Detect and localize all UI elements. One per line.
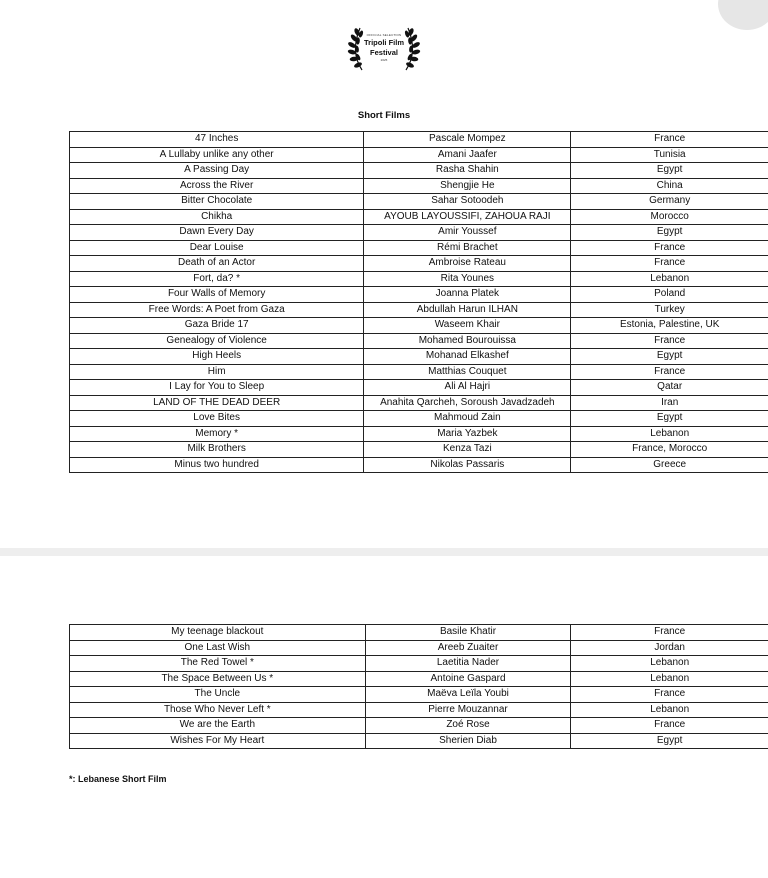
table-row <box>70 302 768 318</box>
country-cell: Jordan <box>571 640 768 656</box>
country-cell: Germany <box>571 194 768 210</box>
country-cell: France, Morocco <box>571 442 768 458</box>
country-cell: France <box>571 333 768 349</box>
table-row <box>70 318 768 334</box>
table-row <box>70 380 768 396</box>
director-cell: AYOUB LAYOUSSIFI, ZAHOUA RAJI <box>364 209 571 225</box>
country-cell: France <box>571 687 768 703</box>
table-row <box>70 147 768 163</box>
film-title-cell: Fort, da? * <box>70 271 364 287</box>
film-title-cell: The Red Towel * <box>70 656 366 672</box>
country-cell: Iran <box>571 395 768 411</box>
country-cell: Lebanon <box>571 271 768 287</box>
table-row <box>70 364 768 380</box>
director-cell: Sahar Sotoodeh <box>364 194 571 210</box>
table-row <box>70 395 768 411</box>
country-cell: China <box>571 178 768 194</box>
festival-laurel-logo <box>346 22 422 76</box>
table-row <box>70 702 768 718</box>
table-row <box>70 426 768 442</box>
table-row <box>70 194 768 210</box>
table-row <box>70 733 768 749</box>
director-cell: Maria Yazbek <box>364 426 571 442</box>
film-title-cell: Bitter Chocolate <box>70 194 364 210</box>
director-cell: Mahmoud Zain <box>364 411 571 427</box>
film-title-cell: Chikha <box>70 209 364 225</box>
table-row <box>70 442 768 458</box>
film-title-cell: A Passing Day <box>70 163 364 179</box>
country-cell: Turkey <box>571 302 768 318</box>
table-row <box>70 287 768 303</box>
table-row <box>70 178 768 194</box>
country-cell: France <box>571 718 768 734</box>
country-cell: Egypt <box>571 349 768 365</box>
table-row <box>70 163 768 179</box>
country-cell: Tunisia <box>571 147 768 163</box>
country-cell: Egypt <box>571 163 768 179</box>
director-cell: Rasha Shahin <box>364 163 571 179</box>
country-cell: Egypt <box>571 411 768 427</box>
logo-official-selection: OFFICIAL SELECTION <box>366 33 402 37</box>
country-cell: France <box>571 625 768 641</box>
country-cell: Lebanon <box>571 656 768 672</box>
country-cell: Estonia, Palestine, UK <box>571 318 768 334</box>
film-title-cell: The Uncle <box>70 687 366 703</box>
document-page-2 <box>0 556 768 878</box>
table-row <box>70 687 768 703</box>
table-row <box>70 656 768 672</box>
circle-overlay <box>718 0 768 30</box>
country-cell: Greece <box>571 457 768 473</box>
director-cell: Rita Younes <box>364 271 571 287</box>
country-cell: Lebanon <box>571 702 768 718</box>
director-cell: Basile Khatir <box>365 625 571 641</box>
country-cell: France <box>571 364 768 380</box>
film-title-cell: Minus two hundred <box>70 457 364 473</box>
film-title-cell: We are the Earth <box>70 718 366 734</box>
film-title-cell: One Last Wish <box>70 640 366 656</box>
film-title-cell: High Heels <box>70 349 364 365</box>
table-row <box>70 271 768 287</box>
director-cell: Kenza Tazi <box>364 442 571 458</box>
table-row <box>70 225 768 241</box>
director-cell: Joanna Platek <box>364 287 571 303</box>
director-cell: Matthias Couquet <box>364 364 571 380</box>
country-cell: Egypt <box>571 225 768 241</box>
country-cell: Qatar <box>571 380 768 396</box>
film-title-cell: Love Bites <box>70 411 364 427</box>
table-row <box>70 625 768 641</box>
director-cell: Amir Youssef <box>364 225 571 241</box>
table-row <box>70 240 768 256</box>
country-cell: Egypt <box>571 733 768 749</box>
film-title-cell: Milk Brothers <box>70 442 364 458</box>
film-title-cell: Gaza Bride 17 <box>70 318 364 334</box>
table-row <box>70 640 768 656</box>
director-cell: Rémi Brachet <box>364 240 571 256</box>
page-separator <box>0 548 768 556</box>
director-cell: Anahita Qarcheh, Soroush Javadzadeh <box>364 395 571 411</box>
director-cell: Laetitia Nader <box>365 656 571 672</box>
film-title-cell: The Space Between Us * <box>70 671 366 687</box>
film-title-cell: Genealogy of Violence <box>70 333 364 349</box>
country-cell: Lebanon <box>571 671 768 687</box>
film-title-cell: Dawn Every Day <box>70 225 364 241</box>
film-title-cell: Dear Louise <box>70 240 364 256</box>
footnote <box>69 774 167 784</box>
film-title-cell: 47 Inches <box>70 132 364 148</box>
logo-year: 2025 <box>380 58 388 62</box>
table-row <box>70 333 768 349</box>
film-title-cell: Him <box>70 364 364 380</box>
director-cell: Shengjie He <box>364 178 571 194</box>
director-cell: Ambroise Rateau <box>364 256 571 272</box>
footnote-marker: * <box>69 774 73 784</box>
director-cell: Ali Al Hajri <box>364 380 571 396</box>
director-cell: Mohamed Bourouissa <box>364 333 571 349</box>
country-cell: Poland <box>571 287 768 303</box>
film-title-cell: Free Words: A Poet from Gaza <box>70 302 364 318</box>
director-cell: Waseem Khair <box>364 318 571 334</box>
table-row <box>70 209 768 225</box>
film-title-cell: LAND OF THE DEAD DEER <box>70 395 364 411</box>
director-cell: Mohanad Elkashef <box>364 349 571 365</box>
director-cell: Areeb Zuaiter <box>365 640 571 656</box>
film-title-cell: Those Who Never Left * <box>70 702 366 718</box>
director-cell: Pascale Mompez <box>364 132 571 148</box>
film-title-cell: Across the River <box>70 178 364 194</box>
country-cell: Morocco <box>571 209 768 225</box>
film-title-cell: Four Walls of Memory <box>70 287 364 303</box>
country-cell: France <box>571 240 768 256</box>
logo-title-line1: Tripoli Film <box>363 38 404 47</box>
film-title-cell: Wishes For My Heart <box>70 733 366 749</box>
short-films-table-continued <box>69 624 768 749</box>
film-title-cell: I Lay for You to Sleep <box>70 380 364 396</box>
director-cell: Nikolas Passaris <box>364 457 571 473</box>
logo-title-line2: Festival <box>370 48 398 57</box>
table-row <box>70 256 768 272</box>
director-cell: Amani Jaafer <box>364 147 571 163</box>
film-title-cell: Death of an Actor <box>70 256 364 272</box>
short-films-table <box>69 131 768 473</box>
table-row <box>70 457 768 473</box>
country-cell: Lebanon <box>571 426 768 442</box>
film-title-cell: A Lullaby unlike any other <box>70 147 364 163</box>
film-title-cell: My teenage blackout <box>70 625 366 641</box>
country-cell: France <box>571 256 768 272</box>
director-cell: Sherien Diab <box>365 733 571 749</box>
director-cell: Maëva Leïla Youbi <box>365 687 571 703</box>
film-title-cell: Memory * <box>70 426 364 442</box>
director-cell: Antoine Gaspard <box>365 671 571 687</box>
director-cell: Pierre Mouzannar <box>365 702 571 718</box>
director-cell: Abdullah Harun ILHAN <box>364 302 571 318</box>
footnote-text: : Lebanese Short Film <box>72 774 167 784</box>
table-row <box>70 718 768 734</box>
section-title: Short Films <box>357 110 411 121</box>
table-row <box>70 671 768 687</box>
table-row <box>70 349 768 365</box>
director-cell: Zoé Rose <box>365 718 571 734</box>
table-row <box>70 411 768 427</box>
table-row <box>70 132 768 148</box>
country-cell: France <box>571 132 768 148</box>
